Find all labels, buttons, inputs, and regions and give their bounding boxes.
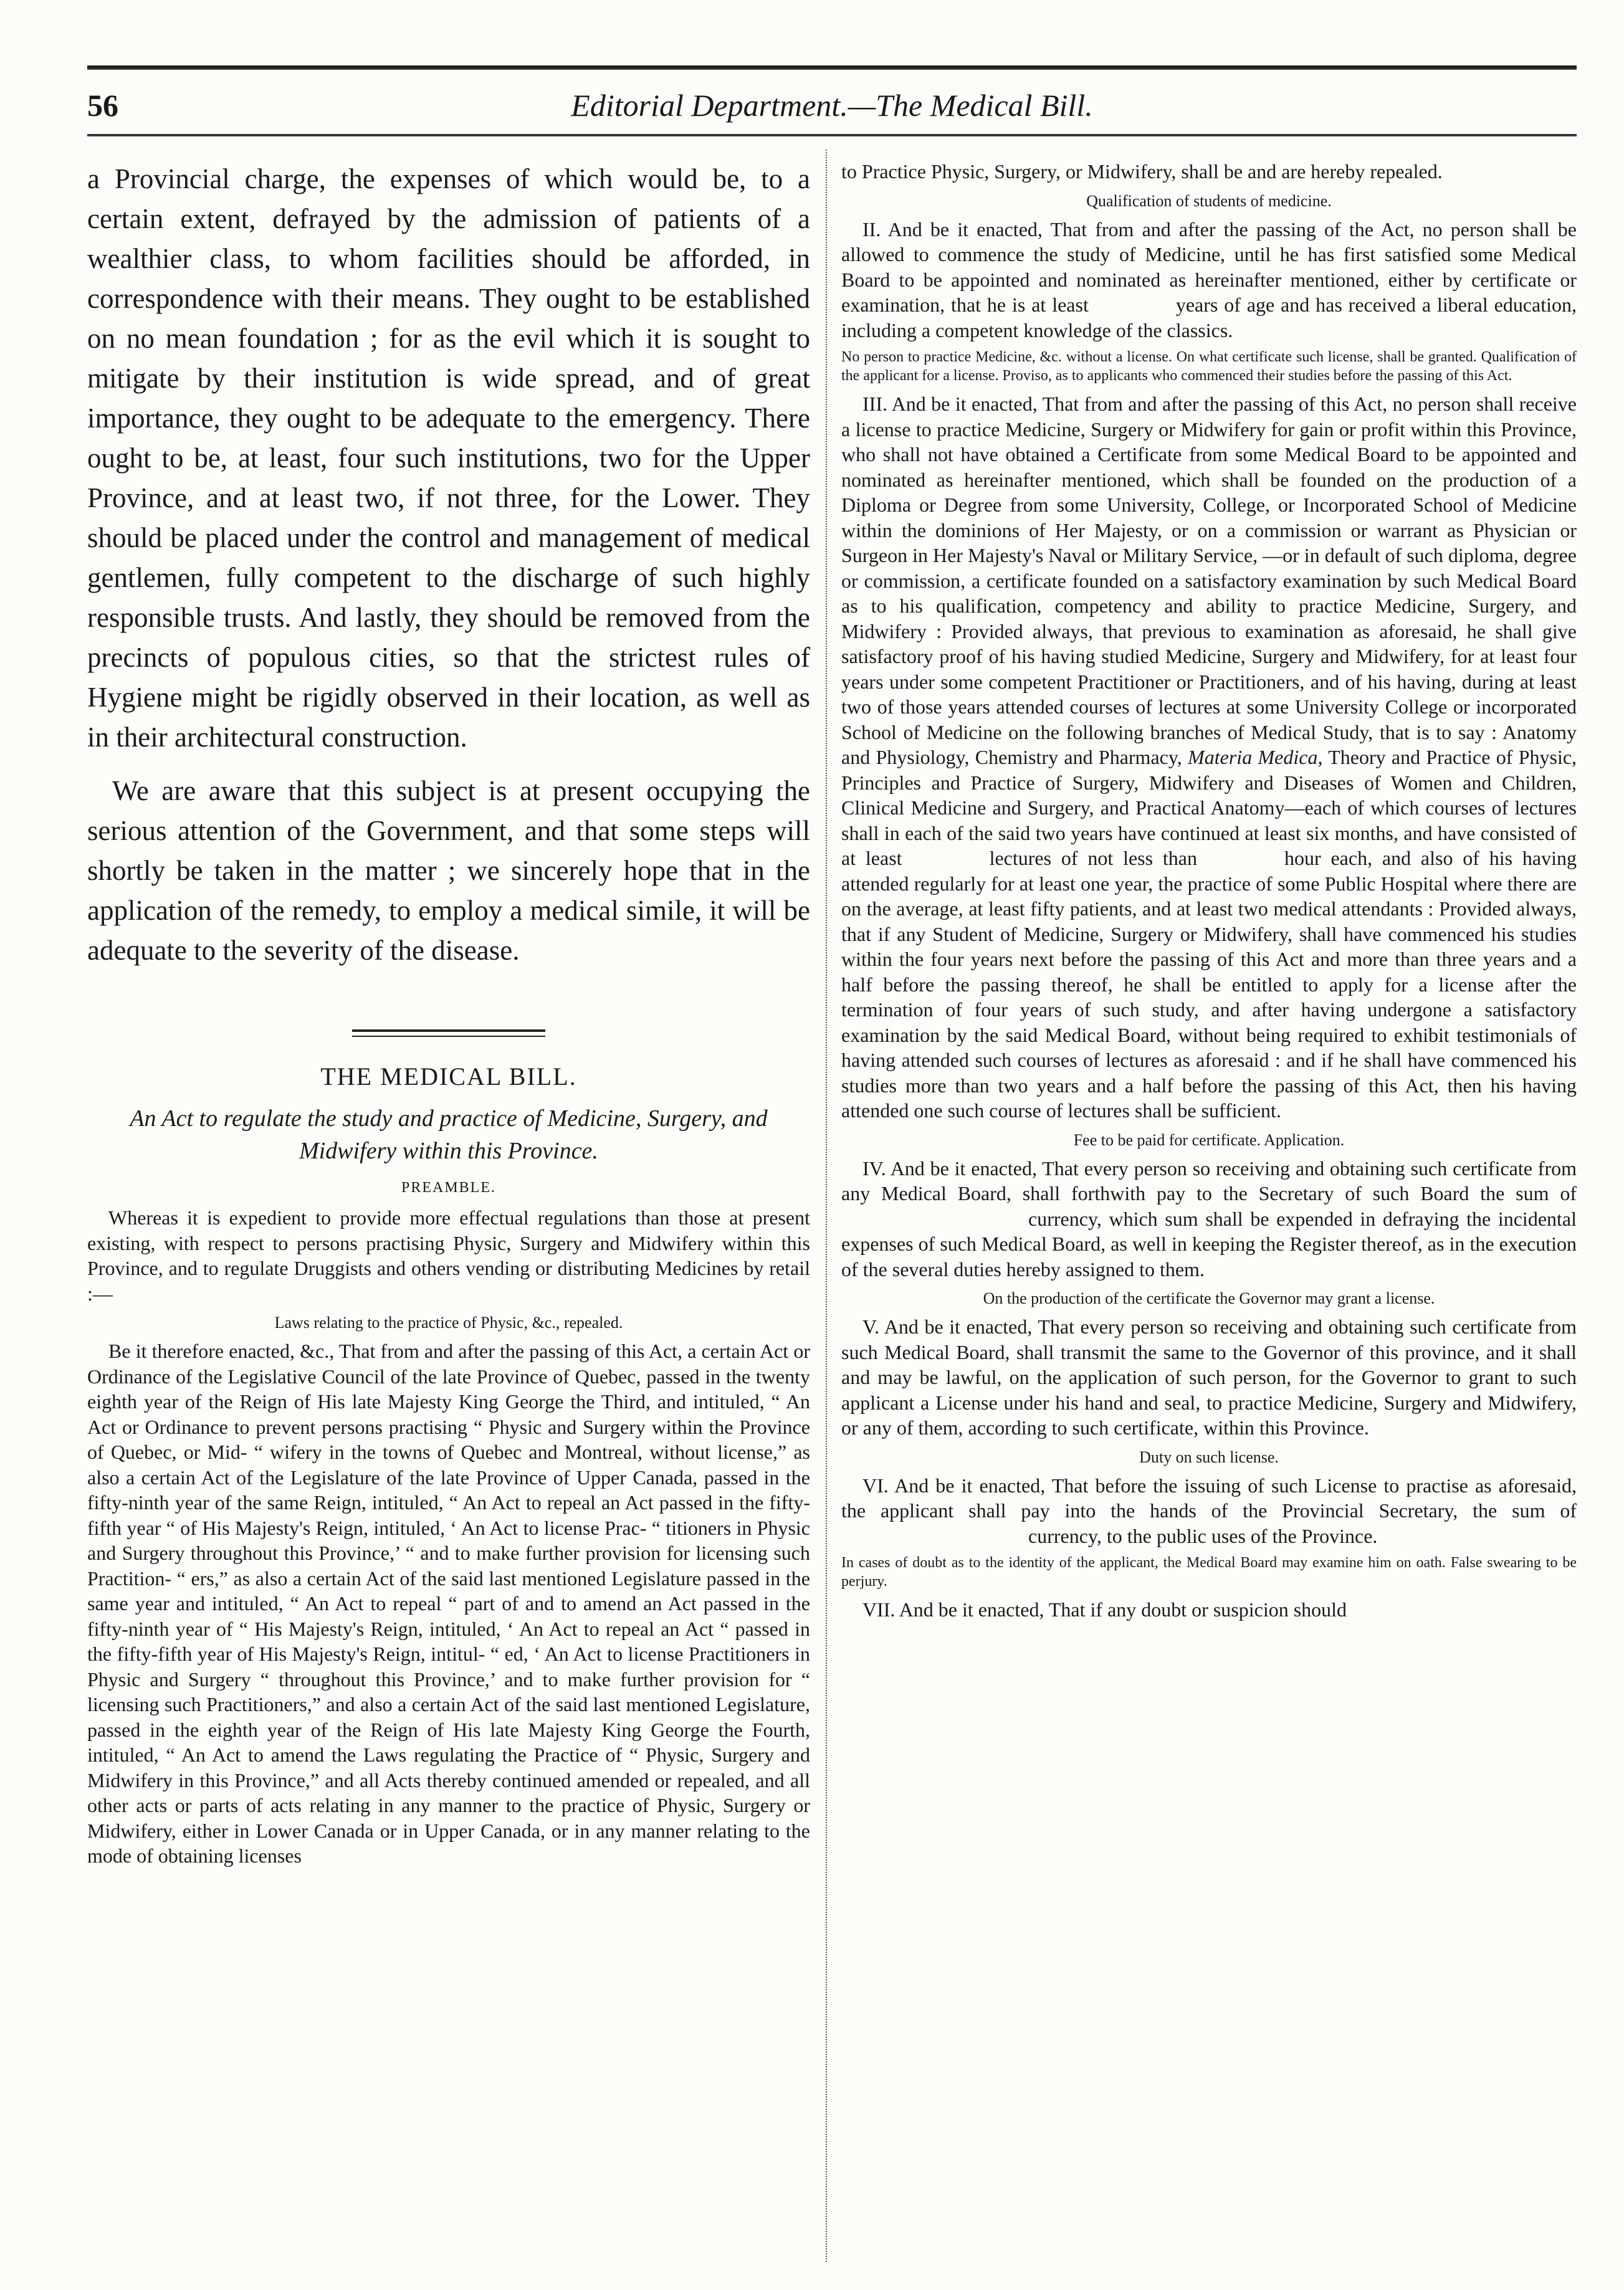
- editorial-paragraph-2: We are aware that this subject is at present occupying the serious attention of the Government, and that some steps will shortly be taken in the matter ; we sincerely hope that in the application of the remedy, to employ a medical simile, it will be adequate to the severity of the disease.: [87, 775, 810, 966]
- preamble-text: Whereas it is expedient to provide more effectual regulations than those at present existing, with respect to persons practising Physic, Surgery and Midwifery within this Province, and to regulate Druggists and others vending or distributing Medicines by retail :—: [87, 1206, 810, 1305]
- governor-license-heading: On the production of the certificate the Governor may grant a license.: [983, 1289, 1435, 1307]
- fee-heading: Fee to be paid for certificate. Application.: [1073, 1130, 1345, 1149]
- section-1-text: Be it therefore enacted, &c., That from and after the passing of this Act, a certain Act or Ordinance of the Legislative Council of the late Province of Quebec, passed in the twenty eighth year of the Reign of His late Majesty King George the Third, and intituled, “ An Act or Ordinance to prevent persons practising “ Physic and Surgery within the Province of Quebec, or Mid- “ wifery in the towns of Quebec and Montreal, without license,” as also a certain Act of the Legislature of the late Province of Upper Canada, passed in the fifty-ninth year of the same Reign, intituled, “ An Act to repeal an Act passed in the fifty-fifth year “ of His Majesty's Reign, intituled, ‘ An Act to license Prac- “ titioners in Physic and Surgery throughout this Province,’ “ and to make further provision for licensing such Practition- “ ers,” as also a certain Act of the said last mentioned Legislature passed in the same year and intituled, “ An Act to repeal “ part of and to amend an Act passed in the fifty-ninth year of “ His Majesty's Reign, intituled, ‘ An Act to repeal an Act “ passed in the fifty-fifth year of His Majesty's Reign, intitul- “ ed, ‘ An Act to license Practitioners in Physic and Surgery “ throughout this Province,’ and to make further provision for “ licensing such Practitioners,” and also a certain Act of the said last mentioned Legislature, passed in the eighth year of the Reign of His late Majesty King George the Fourth, intituled, “ An Act to amend the Laws regulating the Practice of “ Physic, Surgery and Midwifery in this Province,” and all Acts thereby continued amended or repealed, and all other acts or parts of acts relating in any manner to the practice of Physic, Surgery or Midwifery, either in Lower Canada or in Upper Canada, or in any manner relating to the mode of obtaining licenses: [87, 1340, 810, 1867]
- top-rule: [87, 65, 1577, 70]
- section-6-part-a: VI. And be it enacted, That before the issuing of such License to practise as aforesaid, the applicant shall pay into the hands of the Provincial Secretary, the sum of: [841, 1474, 1577, 1522]
- page-header: [87, 87, 1577, 131]
- bill-subtitle: An Act to regulate the study and practice of Medicine, Surgery, and Midwifery within this Province.: [130, 1105, 768, 1164]
- section-7-text: VII. And be it enacted, That if any doubt or suspicion should: [862, 1598, 1347, 1621]
- section-1-continuation: to Practice Physic, Surgery, or Midwifery, shall be and are hereby repealed.: [841, 160, 1443, 183]
- qualification-heading: Qualification of students of medicine.: [1086, 191, 1332, 210]
- section-2-part-a: II. And be it enacted, That from and after the passing of the Act, no person shall be allowed to commence the study of Medicine, until he has first satisfied some Medical Board to be appointed and nominated as hereinafter mentioned, either by certificate or examination, that he is at least: [841, 217, 1577, 316]
- section-2-part-b: years of age and has received a liberal education, including a competent knowledge of the classics.: [841, 293, 1577, 341]
- section-3-side-note: No person to practice Medicine, &c. without a license. On what certificate such license, shall be granted. Qualification of the applicant for a license. Proviso, as to applicants who commenced their studies before the passing of this Act.: [841, 349, 1577, 384]
- section-5-text: V. And be it enacted, That every person so receiving and obtaining such certificate from such Medical Board, shall transmit the same to the Governor of this province, and it shall and may be lawful, on the application of such person, for the Governor to grant to such applicant a License under his hand and seal, to practice Medicine, Surgery and Midwifery, or any of them, according to such certificate, within this Province.: [841, 1315, 1577, 1439]
- section-3-part-d: hour each, and also of his having attended regularly for at least one year, the practice of some Public Hospital where there are on the average, at least fifty patients, and at least two medical attendants : Provided always, that if any Student of Medicine, Surgery or Midwifery, shall have commenced his studies within the four years next before the passing of this Act and more than three years and a half before the passing thereof, he shall be entitled to apply for a license after the termination of four years of such study, and after having undergone a satisfactory examination by the said Medical Board, without being required to exhibit testimonials of having attended such courses of lectures as aforesaid : and if he shall have commenced his studies more than two years and a half before the passing of this Act, then his having attended one such course of lectures shall be sufficient.: [841, 847, 1577, 1122]
- preamble-heading: PREAMBLE.: [401, 1180, 496, 1196]
- section-3-part-c: lectures of not less than: [989, 847, 1197, 869]
- section-3-part-b: Theory and Practice of Physic, Principles and Practice of Surgery, Midwifery and Diseases of Women and Children, Clinical Medicine and Surgery, and Practical Anatomy—each of which courses of lectures shall in each of the said two years have continued at least six months, and have consisted of at least: [841, 746, 1577, 869]
- page-number: 56: [87, 88, 118, 123]
- section-3-part-a: III. And be it enacted, That from and after the passing of this Act, no person shall receive a license to practice Medicine, Surgery or Midwifery for gain or profit within this Province, who shall not have obtained a Certificate from some Medical Board to be appointed and nominated as hereinafter mentioned, which shall be founded on the production of a Diploma or Degree from some University, College, or Incorporated School of Medicine within the dominions of Her Majesty, or on a commission or warrant as Physician or Surgeon in Her Majesty's Naval or Military Service, —or in default of such diploma, degree or commission, a certificate founded on a satisfactory examination by such Medical Board as to his qualification, competency and ability to practice Medicine, Surgery, and Midwifery : Provided always, that previous to examination as aforesaid, he shall give satisfactory proof of his having studied Medicine, Surgery and Midwifery, for at least four years under some competent Practitioner or Practitioners, and of his having, during at least two of those years attended courses of lectures at some University College or incorporated School of Medicine on the following branches of Medical Study, that is to say : Anatomy and Physiology, Chemistry and Pharmacy,: [841, 393, 1577, 768]
- laws-repealed-heading: Laws relating to the practice of Physic, &c., repealed.: [274, 1314, 623, 1332]
- section-2-text: [841, 217, 1577, 343]
- section-3-text: [841, 391, 1577, 1124]
- running-title: Editorial Department.—The Medical Bill.: [571, 88, 1093, 123]
- right-column: [841, 159, 1577, 2271]
- section-4-part-b: currency, which sum shall be expended in defraying the incidental expenses of such Medical Board, as well in keeping the Register thereof, as in the execution of the several duties hereby assigned to them.: [841, 1207, 1577, 1281]
- section-6-part-b: currency, to the public uses of the Province.: [1028, 1524, 1378, 1547]
- section-4-text: [841, 1156, 1577, 1282]
- materia-medica: Materia Medica,: [1188, 746, 1323, 768]
- column-divider: [826, 150, 827, 2262]
- editorial-paragraph-1: a Provincial charge, the expenses of which would be, to a certain extent, defrayed by the admission of patients of a wealthier class, to whom facilities should be afforded, in correspondence with their means. They ought to be established on no mean foundation ; for as the evil which it is sought to mitigate by their institution is wide spread, and of great importance, they ought to be adequate to the emergency. There ought to be, at least, four such institutions, two for the Upper Province, and at least two, if not three, for the Lower. They should be placed under the control and management of medical gentlemen, fully competent to the discharge of such highly responsible trusts. And lastly, they should be removed from the precincts of populous cities, so that the strictest rules of Hygiene might be rigidly observed in their location, as well as in their architectural construction.: [87, 163, 810, 753]
- left-column: [87, 159, 810, 2271]
- duty-heading: Duty on such license.: [1139, 1448, 1279, 1466]
- section-7-side-note: In cases of doubt as to the identity of the applicant, the Medical Board may examine him on oath. False swearing to be perjury.: [841, 1555, 1577, 1590]
- header-rule: [87, 134, 1577, 136]
- bill-title: THE MEDICAL BILL.: [320, 1062, 577, 1090]
- section-4-part-a: IV. And be it enacted, That every person so receiving and obtaining such certificate from any Medical Board, shall forthwith pay to the Secretary of such Board the sum of: [841, 1157, 1577, 1205]
- section-divider: [352, 1029, 545, 1037]
- section-6-text: [841, 1473, 1577, 1549]
